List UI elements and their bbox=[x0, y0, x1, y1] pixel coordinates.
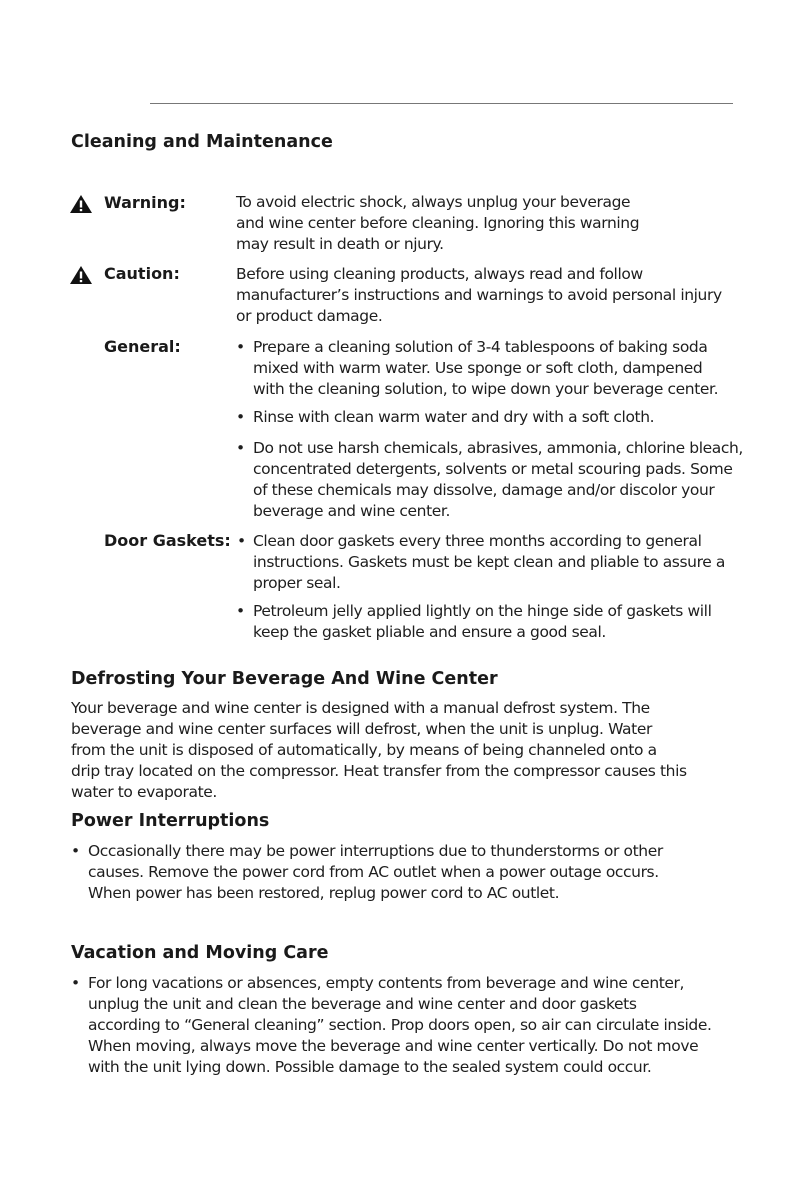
defrosting-text: Your beverage and wine center is designed with a manual defrost system. The beverage and wine center surfaces will defrost, when the unit is unplug. Water from the unit is disposed of automatically, by means of being channeled onto a drip tray located on the compressor. Heat transfer from the compressor causes this water to evaporate. bbox=[71, 699, 687, 801]
header-rule bbox=[150, 103, 733, 104]
general-bullet-2: Rinse with clean warm water and dry with a soft cloth. bbox=[253, 408, 655, 426]
bullet-marker: • bbox=[71, 842, 81, 860]
warning-triangle-icon bbox=[69, 194, 93, 214]
general-bullet-1: Prepare a cleaning solution of 3-4 tablespoons of baking soda mixed with warm water. Use sponge or soft cloth, dampened with the cleaning solution, to wipe down your beverage center. bbox=[253, 338, 719, 398]
caution-text: Before using cleaning products, always read and follow manufacturer’s instructions and warnings to avoid personal injury or product damage. bbox=[236, 265, 722, 325]
section-title-defrosting: Defrosting Your Beverage And Wine Center bbox=[71, 669, 498, 689]
general-bullet-3: Do not use harsh chemicals, abrasives, ammonia, chlorine bleach, concentrated detergents, solvents or metal scouring pads. Some of these chemicals may dissolve, damage and/or discolor your beverage and wine center. bbox=[253, 439, 743, 520]
power-text: Occasionally there may be power interruptions due to thunderstorms or other causes. Remove the power cord from AC outlet when a power outage occurs. When power has been restored, replug power cord to AC outlet. bbox=[88, 842, 663, 902]
warning-label: Warning: bbox=[104, 193, 186, 212]
caution-label: Caution: bbox=[104, 264, 180, 283]
bullet-marker: • bbox=[236, 408, 246, 426]
gaskets-bullet-1: Clean door gaskets every three months according to general instructions. Gaskets must be kept clean and pliable to assure a proper seal. bbox=[253, 532, 725, 592]
section-title-cleaning: Cleaning and Maintenance bbox=[71, 132, 333, 152]
warning-text: To avoid electric shock, always unplug your beverage and wine center before cleaning. Ignoring this warning may result in death or njury. bbox=[236, 193, 640, 253]
door-gaskets-label: Door Gaskets: bbox=[104, 531, 231, 550]
bullet-marker: • bbox=[236, 338, 246, 356]
section-title-power: Power Interruptions bbox=[71, 811, 270, 831]
bullet-marker: • bbox=[71, 974, 81, 992]
warning-triangle-icon bbox=[69, 265, 93, 285]
general-label: General: bbox=[104, 337, 181, 356]
bullet-marker: • bbox=[237, 532, 247, 550]
vacation-text: For long vacations or absences, empty contents from beverage and wine center, unplug the unit and clean the beverage and wine center and door gaskets according to “General cleaning” section. Prop doors open, so air can circulate inside. When moving, always move the beverage and wine center vertically. Do not move with the unit lying down. Possible damage to the sealed system could occur. bbox=[88, 974, 712, 1076]
gaskets-bullet-2: Petroleum jelly applied lightly on the hinge side of gaskets will keep the gasket pliable and ensure a good seal. bbox=[253, 602, 712, 641]
bullet-marker: • bbox=[236, 439, 246, 457]
section-title-vacation: Vacation and Moving Care bbox=[71, 943, 329, 963]
bullet-marker: • bbox=[236, 602, 246, 620]
